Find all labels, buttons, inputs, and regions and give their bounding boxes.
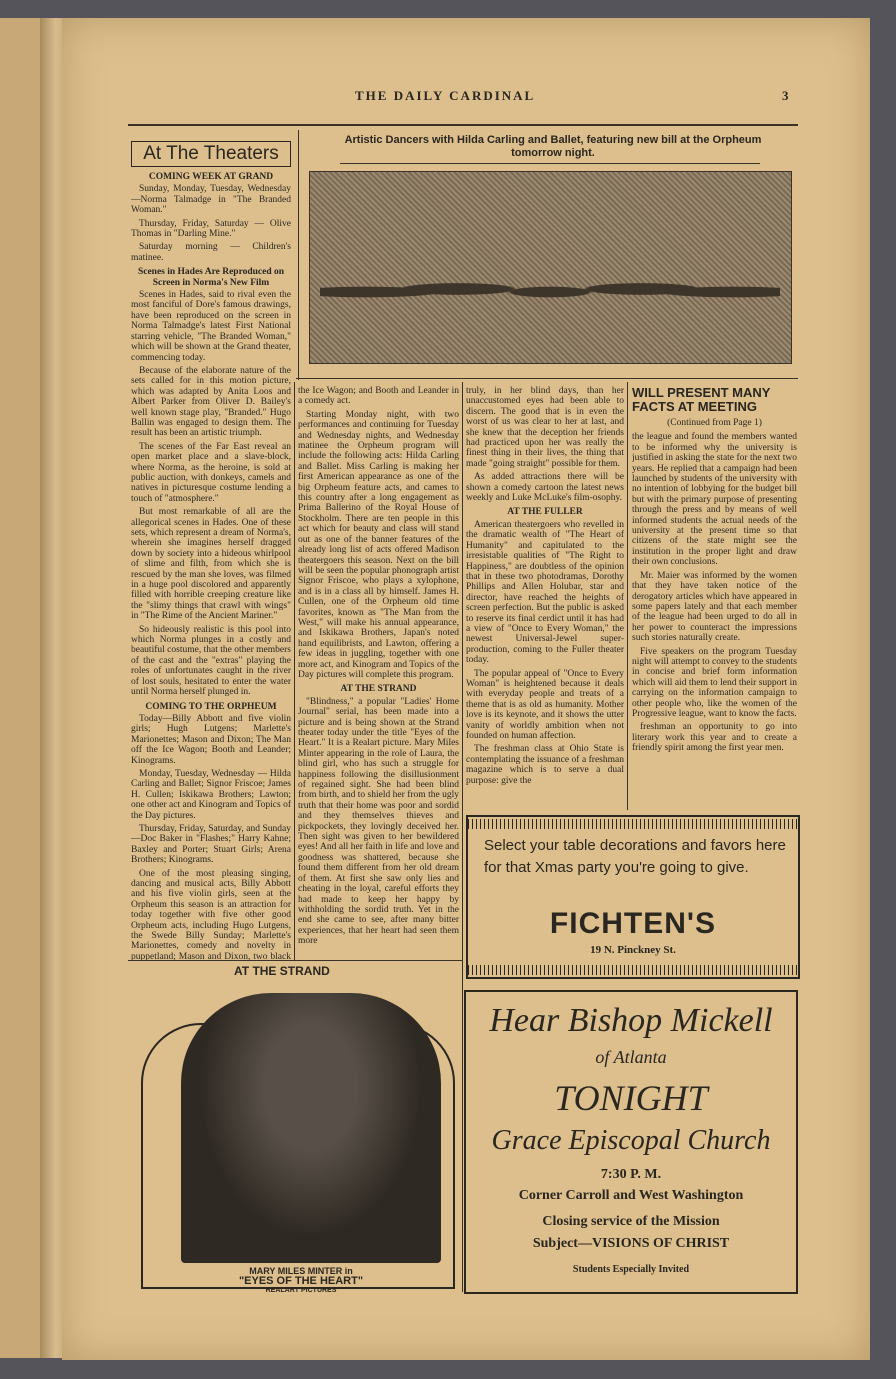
paragraph: the Ice Wagon; and Booth and Leander in a comedy act. [298, 386, 459, 407]
paragraph: But most remarkable of all are the allegorical scenes in Hades. One of these sets, which represent a dream of Norma's, wherein she imagines herself dragged down by society into a hideous whirlpool of slime and filth, from which she is rescued by the man she loves, was filmed in a huge pool discolored and apparently filled with horrible creeping creature like the "slimy things that crawl with wings" in "The Rime of the Ancient Mariner." [131, 507, 291, 622]
paragraph: "Blindness," a popular "Ladies' Home Journal" serial, has been made into a picture and is being shown at the Strand theater today under the title "Eyes of the Heart." It is a Realart picture. Mary Miles Minter appearing in the role of Laura, the blind girl, who has such a struggle for happiness following the disillusionment of regained sight. She had been blind from birth, and to shield her from the ugly truth that their home was poor and sordid and they themselves thieves and pickpockets, they lovingly deceived her. Then sight was given to her bewildered eyes! And all her faith in life and love and goodness was shattered, because she found them different from her old dream of them. At first she saw only lies and cheating in the loyal, careful efforts they had made to keep her happy by withholding the sordid truth. Yet in the end she came to see, after many bitter experiences, that her heart had seen them more [298, 696, 459, 947]
paragraph: Starting Monday night, with two performances and continuing for Tuesday and Wednesday nights, and Wednesday matinee the Orpheum program will include the following acts: Hilda Carling and Ballet. Miss Carling is making her first American appearance as one of the big Orpheum feature acts, and cames to this country after a long engagement as Prima Ballerino of the Royal House of Stockholm. There are ten people in this act which for beauty and class will stand out as one of the banner features of the already long list of acts offered Madison theatergoers this season. Next on the bill will be seen the popular phonograph artist Signor Friscoe, who plays a xylophone, and is in a class all by himself. James H. Cullen, one of the Orpheum old time favorites, known as "The Man from the West," will make his annual appearance, and Iskikawa Brothers, Japan's noted hand equilibrists, and Lawton, offering a few ideas in juggling, together with one more act, and Kinogram and Topics of the Day pictures will complete this program. [298, 409, 459, 680]
paragraph: One of the most pleasing singing, dancing and musical acts, Billy Abbott and his five violin girls, seen at the Orpheum this season is an attraction for today together with five other good Orpheum acts, including Hugo Lutgens, the Swede Billy Sunday; Marlette's Marionettes, comedy and novelty in puppetland; Mason and Dixon, two black [131, 868, 291, 960]
column-4 [632, 386, 797, 811]
paragraph: truly, in her blind days, than her unaccustomed eyes had been able to discern. The good that is in even the worst of us was clear to her at last, and she knew that the deception her friends had practiced upon her was really the finest thing in their lives, the thing that made "going straight" possible for them. [466, 386, 624, 469]
ad-headline: Hear Bishop Mickell [489, 1002, 773, 1039]
ad-line: Students Especially Invited [572, 1264, 690, 1275]
section-rule [128, 960, 462, 961]
photo-caption: Artistic Dancers with Hilda Carling and Ballet, featuring new bill at the Orpheum tomorrow night. [344, 134, 762, 159]
ad-border-hatch [468, 965, 798, 975]
ad-text: Select your table decorations and favors here for that Xmas party you're going to give. [484, 837, 786, 876]
paragraph: Thursday, Friday, Saturday — Olive Thomas in "Darling Mine." [131, 218, 291, 240]
paragraph: Scenes in Hades, said to rival even the most fanciful of Dore's famous drawings, have been reproduced on the screen in Norma Talmadge's latest First National starring vehicle, "The Branded Woman," which will be shown at the Grand theater, commencing today. [131, 290, 291, 363]
strand-photo-heading: AT THE STRAND [234, 964, 330, 978]
paragraph: Thursday, Friday, Saturday, and Sunday—Doc Baker in "Flashes;" Harry Kahne; Baxley and Porter; Stuart Girls; Arena Brothers; Kinograms. [131, 823, 291, 866]
ad-line: of Atlanta [595, 1047, 667, 1067]
ad-store-name: FICHTEN'S [549, 907, 717, 940]
paragraph: Sunday, Monday, Tuesday, Wednesday—Norma Talmadge in "The Branded Woman." [131, 184, 291, 216]
caption-rule [340, 163, 760, 164]
theaters-box-title: At The Theaters [131, 141, 291, 167]
paragraph: Saturday morning — Children's matinee. [131, 242, 291, 263]
caption-line: REALART PICTURES [265, 1287, 337, 1294]
strand-photo-caption [201, 1266, 401, 1296]
paragraph: The freshman class at Ohio State is contemplating the issuance of a freshman magazine which is to serve a dual purpose: give the [466, 744, 624, 786]
page-number: 3 [782, 88, 789, 103]
paragraph: the league and found the members wanted to be informed why the university is justified in asking the state for the next two years. He replied that a campaign had been launched by students of the university with no intention of lobbying for the budget bill but with the primary purpose of presenting through the press and by means of well informed students the actual needs of the university at the present time so that citizens of the state might see the institution in the proper light and draw their own conclusions. [632, 432, 797, 568]
ad-line: Closing service of the Mission [542, 1214, 720, 1229]
column-rule [294, 382, 295, 960]
heading-hades: Scenes in Hades Are Reproduced on Screen in Norma's New Film [137, 267, 285, 288]
paragraph: Because of the elaborate nature of the sets called for in this motion picture, which was adapted by Anita Loos and Albert Parker from Oliver D. Bailey's well known stage play, "Branded." Hugo Ballin was engaged to design them. The result has been an artistic triumph. [131, 365, 291, 439]
paragraph: The popular appeal of "Once to Every Woman" is heightened because it deals with everyday people and treats of a theme that is as old as humanity. Mother love is its keynote, and it shows the utter vanity of worldly ambition when not founded on human affection. [466, 668, 624, 741]
meeting-headline: WILL PRESENT MANY FACTS AT MEETING [632, 386, 771, 414]
bishop-ad [464, 990, 798, 1294]
actress-portrait [181, 993, 441, 1263]
fichtens-ad [466, 815, 800, 979]
paragraph: Five speakers on the program Tuesday night will attempt to convey to the students in concise and brief form information which will aid them to lend their support in carrying on the information campaign to other people who, like the women of the Progressive league, want to know the facts. [632, 646, 797, 719]
column-3 [466, 386, 624, 811]
ad-line: TONIGHT [554, 1078, 708, 1118]
heading-fuller: AT THE FULLER [507, 507, 583, 518]
caption-line: MARY MILES MINTER in [249, 1266, 353, 1276]
strand-photo [141, 983, 453, 1293]
paragraph: Today—Billy Abbott and five violin girls; Hugh Lutgens; Marlette's Marionettes; Mason and Dixon; The Man off the Ice Wagon; Booth and Leander; Kinograms. [131, 713, 291, 766]
column-2 [298, 386, 459, 960]
masthead-rule [128, 124, 798, 126]
heading-orpheum: COMING TO THE ORPHEUM [145, 701, 277, 712]
ad-line: Corner Carroll and West Washington [518, 1188, 744, 1203]
dancers-figures [320, 262, 780, 322]
ad-line: Subject—VISIONS OF CHRIST [532, 1236, 730, 1251]
paragraph: freshman an opportunity to go into literary work this year and to create a friendly spirit among the first year men. [632, 722, 797, 754]
masthead-title: THE DAILY CARDINAL [355, 88, 536, 103]
paragraph: Mr. Maier was informed by the women that they have taken notice of the derogatory articles which have appeared in some papers lately and that each member of the league had been urged to do all in her power to counteract the impressions such stories naturally create. [632, 570, 797, 644]
paragraph: The scenes of the Far East reveal an open market place and a slave-block, where Norma, as the heroine, is sold at public auction, with donkeys, camels and natives in picturesque costume lending a touch of "atmosphere." [131, 441, 291, 504]
dancers-photo [309, 171, 792, 364]
paragraph: As added attractions there will be shown a comedy cartoon the latest news weekly and Luke McLuke's film-osophy. [466, 472, 624, 504]
section-rule [296, 378, 798, 379]
paragraph: American theatergoers who revelled in the dramatic wealth of "The Heart of Humanity" and capitulated to the irresistable qualities of "The Right to Happiness," are doubtless of the opinion that in these two photodramas, Dorothy Phillips and Allen Holubar, star and director, have reached the heights of screen perfection. But the public is asked to reserve its final cerdict until it has had a view of "Once to Every Woman," the newest Universal-Jewel super-production, coming to the Fuller theater today. [466, 519, 624, 666]
ad-address: 19 N. Pinckney St. [590, 944, 676, 956]
caption-line: "EYES OF THE HEART" [238, 1275, 364, 1287]
paragraph: So hideously realistic is this pool into which Norma plunges in a costly and beautiful costume, that the other members of the cast and the "extras" playing the roles of unfortunates caught in the river of lost souls, hesitated to enter the water until Norma herself plunged in. [131, 624, 291, 698]
heading-strand: AT THE STRAND [340, 684, 417, 695]
continued-note: (Continued from Page 1) [667, 418, 762, 428]
left-column [131, 168, 291, 960]
heading-grand: COMING WEEK AT GRAND [148, 172, 274, 182]
ad-border-hatch [468, 819, 798, 829]
column-rule [462, 382, 463, 1292]
ad-line: Grace Episcopal Church [491, 1125, 771, 1156]
paragraph: Monday, Tuesday, Wednesday — Hilda Carling and Ballet; Signor Friscoe; James H. Cullen; Iskikawa Brothers; Lawton; one other act and Kinogram and Topics of the Day pictures. [131, 768, 291, 821]
ad-line: 7:30 P. M. [600, 1167, 662, 1182]
column-rule [298, 130, 299, 380]
column-rule [627, 382, 628, 810]
